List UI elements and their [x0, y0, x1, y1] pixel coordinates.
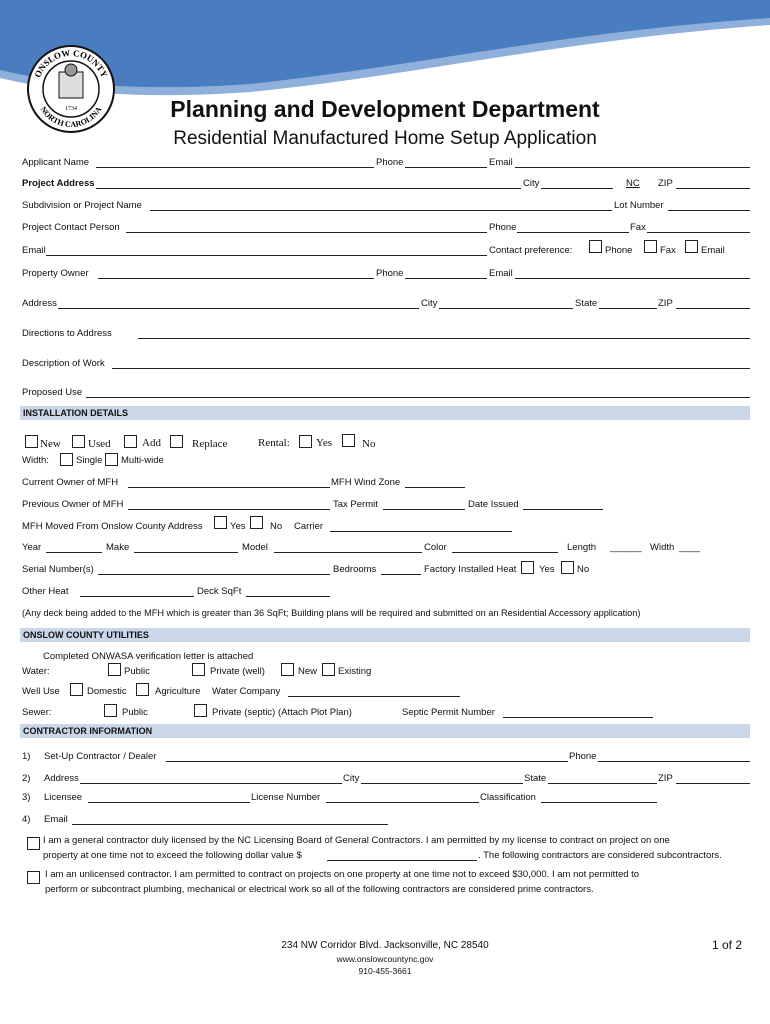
domestic-label: Domestic: [87, 686, 127, 697]
septic-permit-field[interactable]: [503, 717, 653, 718]
contractor-section-header: [20, 724, 750, 738]
contact-person-field[interactable]: [126, 232, 487, 233]
applicant-email-field[interactable]: [515, 167, 750, 168]
contact-phone-field[interactable]: [517, 232, 629, 233]
private-septic-label: Private (septic) (Attach Plot Plan): [212, 707, 352, 718]
length-field[interactable]: ______: [610, 542, 642, 553]
replace-label: Replace: [192, 438, 228, 450]
rental-yes-label: Yes: [316, 437, 333, 449]
applicant-name-field[interactable]: [96, 167, 374, 168]
owner-email-field[interactable]: [515, 278, 750, 279]
item-2-number: 2): [22, 773, 31, 784]
installation-heading: INSTALLATION DETAILS: [23, 408, 128, 418]
add-label: Add: [142, 437, 161, 449]
carrier-field[interactable]: [330, 531, 512, 532]
water-company-label: Water Company: [212, 686, 281, 697]
fax-label: Fax: [630, 222, 646, 233]
address-city-label: City: [421, 298, 438, 309]
project-city-label: City: [523, 178, 540, 189]
department-title: Planning and Development Department: [170, 96, 600, 122]
serial-number-label: Serial Number(s): [22, 564, 94, 575]
license-number-label: License Number: [251, 792, 321, 803]
factory-heat-label: Factory Installed Heat: [424, 564, 517, 575]
svg-text:1734: 1734: [65, 106, 77, 112]
general-contractor-checkbox[interactable]: [27, 837, 40, 850]
serial-number-field[interactable]: [98, 574, 330, 575]
onwasa-label: Completed ONWASA verification letter is attached: [43, 651, 254, 662]
address-zip-field[interactable]: [676, 308, 750, 309]
bedrooms-field[interactable]: [381, 574, 421, 575]
carrier-label: Carrier: [294, 521, 324, 532]
make-label: Make: [106, 542, 130, 553]
proposed-use-label: Proposed Use: [22, 387, 83, 398]
contractor-email-field[interactable]: [72, 824, 388, 825]
address-city-field[interactable]: [439, 308, 573, 309]
contractor-phone-label: Phone: [569, 751, 597, 762]
utilities-heading: ONSLOW COUNTY UTILITIES: [23, 630, 149, 640]
model-field[interactable]: [274, 552, 422, 553]
applicant-phone-label: Phone: [376, 157, 404, 168]
previous-owner-field[interactable]: [128, 509, 330, 510]
width-label: Width:: [22, 455, 49, 466]
address-field[interactable]: [58, 308, 419, 309]
width-dimension-label: Width: [650, 542, 675, 553]
contact-email-field[interactable]: [46, 255, 487, 256]
unlicensed-contractor-text-2: perform or subcontract plumbing, mechanical or electrical work so all of the following contractors are considered prime contractors.: [45, 884, 594, 895]
address-state-field[interactable]: [599, 308, 657, 309]
well-use-label: Well Use: [22, 686, 60, 697]
length-label: Length: [567, 542, 597, 553]
proposed-use-field[interactable]: [86, 397, 750, 398]
date-issued-field[interactable]: [523, 509, 603, 510]
project-zip-field[interactable]: [676, 188, 750, 189]
moved-yes-label: Yes: [230, 521, 246, 532]
other-heat-field[interactable]: [80, 596, 194, 597]
date-issued-label: Date Issued: [468, 499, 519, 510]
heat-yes-label: Yes: [539, 564, 555, 575]
sewer-public-label: Public: [122, 707, 148, 718]
rental-no-label: No: [362, 438, 376, 450]
multi-wide-label: Multi-wide: [121, 455, 164, 466]
project-state-value: NC: [626, 178, 640, 189]
contractor-address-label: Address: [44, 773, 79, 784]
contact-person-label: Project Contact Person: [22, 222, 120, 233]
applicant-name-label: Applicant Name: [22, 157, 90, 168]
width-dimension-field[interactable]: ____: [679, 542, 701, 553]
licensee-label: Licensee: [44, 792, 83, 803]
subdivision-label: Subdivision or Project Name: [22, 200, 142, 211]
current-owner-field[interactable]: [128, 487, 330, 488]
wind-zone-label: MFH Wind Zone: [331, 477, 401, 488]
pref-email-label: Email: [701, 245, 725, 256]
project-address-label: Project Address: [22, 178, 95, 189]
item-4-number: 4): [22, 814, 31, 825]
directions-field[interactable]: [138, 338, 750, 339]
form-title: Residential Manufactured Home Setup Application: [173, 128, 597, 149]
other-heat-label: Other Heat: [22, 586, 69, 597]
agriculture-checkbox[interactable]: [136, 683, 149, 696]
contractor-zip-field[interactable]: [676, 783, 750, 784]
septic-permit-label: Septic Permit Number: [402, 707, 495, 718]
contact-email-label: Email: [22, 245, 46, 256]
rental-no-checkbox[interactable]: [342, 434, 355, 447]
address-label: Address: [22, 298, 57, 309]
footer-address: 234 NW Corridor Blvd. Jacksonville, NC 28540: [281, 940, 489, 951]
pref-phone-label: Phone: [605, 245, 633, 256]
contact-phone-label: Phone: [489, 222, 517, 233]
setup-contractor-label: Set-Up Contractor / Dealer: [44, 751, 157, 762]
owner-phone-field[interactable]: [405, 278, 487, 279]
make-field[interactable]: [134, 552, 238, 553]
svg-text:NORTH CAROLINA: NORTH CAROLINA: [38, 105, 104, 130]
used-label: Used: [88, 438, 111, 450]
water-new-checkbox[interactable]: [281, 663, 294, 676]
rental-yes-checkbox[interactable]: [299, 435, 312, 448]
installation-section-header: [20, 406, 750, 420]
previous-owner-label: Previous Owner of MFH: [22, 499, 124, 510]
fax-field[interactable]: [647, 232, 750, 233]
unlicensed-contractor-text-1: I am an unlicensed contractor. I am permitted to contract on projects on one property at one time not to exceed $30,000. I am not permitted to: [45, 869, 640, 880]
deck-note: (Any deck being added to the MFH which is greater than 36 SqFt; Building plans will be required and submitted on an Residential Accessory application): [22, 608, 641, 618]
sewer-public-checkbox[interactable]: [104, 704, 117, 717]
multi-wide-checkbox[interactable]: [105, 453, 118, 466]
description-label: Description of Work: [22, 358, 105, 369]
contractor-heading: CONTRACTOR INFORMATION: [23, 726, 153, 736]
applicant-phone-field[interactable]: [405, 167, 487, 168]
owner-phone-label: Phone: [376, 268, 404, 279]
classification-field[interactable]: [541, 802, 657, 803]
contractor-state-field[interactable]: [548, 783, 657, 784]
sewer-label: Sewer:: [22, 707, 52, 718]
heat-no-label: No: [577, 564, 590, 575]
water-public-checkbox[interactable]: [108, 663, 121, 676]
unlicensed-contractor-checkbox[interactable]: [27, 871, 40, 884]
property-owner-label: Property Owner: [22, 268, 89, 279]
replace-checkbox[interactable]: [170, 435, 183, 448]
license-number-field[interactable]: [326, 802, 479, 803]
agriculture-label: Agriculture: [155, 686, 201, 697]
address-state-label: State: [575, 298, 598, 309]
utilities-section-header: [20, 628, 750, 642]
pref-fax-checkbox[interactable]: [644, 240, 657, 253]
year-label: Year: [22, 542, 42, 553]
single-wide-checkbox[interactable]: [60, 453, 73, 466]
color-field[interactable]: [452, 552, 558, 553]
page-number: 1 of 2: [712, 938, 743, 952]
contractor-zip-label: ZIP: [658, 773, 673, 784]
deck-sqft-field[interactable]: [246, 596, 330, 597]
owner-email-label: Email: [489, 268, 513, 279]
single-wide-label: Single: [76, 455, 103, 466]
water-existing-checkbox[interactable]: [322, 663, 335, 676]
applicant-email-label: Email: [489, 157, 513, 168]
contractor-state-label: State: [524, 773, 547, 784]
general-contractor-text-2b: . The following contractors are considered subcontractors.: [478, 850, 722, 861]
new-label: New: [40, 438, 61, 450]
lot-number-field[interactable]: [668, 210, 750, 211]
contractor-city-field[interactable]: [361, 783, 523, 784]
svg-text:ONSLOW COUNTY: ONSLOW COUNTY: [32, 47, 110, 80]
directions-label: Directions to Address: [22, 328, 112, 339]
footer-phone: 910-455-3661: [358, 966, 412, 976]
contractor-email-label: Email: [44, 814, 68, 825]
domestic-checkbox[interactable]: [70, 683, 83, 696]
tax-permit-field[interactable]: [383, 509, 465, 510]
setup-contractor-field[interactable]: [166, 761, 568, 762]
private-well-label: Private (well): [210, 666, 265, 677]
address-zip-label: ZIP: [658, 298, 673, 309]
tax-permit-label: Tax Permit: [333, 499, 378, 510]
lot-number-label: Lot Number: [614, 200, 664, 211]
footer-website[interactable]: www.onslowcountync.gov: [336, 954, 434, 964]
moved-no-checkbox[interactable]: [250, 516, 263, 529]
model-label: Model: [242, 542, 268, 553]
year-field[interactable]: [46, 552, 102, 553]
licensee-field[interactable]: [88, 802, 250, 803]
water-new-label: New: [298, 666, 318, 677]
heat-no-checkbox[interactable]: [561, 561, 574, 574]
item-3-number: 3): [22, 792, 31, 803]
contractor-phone-field[interactable]: [598, 761, 750, 762]
new-checkbox[interactable]: [25, 435, 38, 448]
subdivision-field[interactable]: [150, 210, 612, 211]
contractor-address-field[interactable]: [80, 783, 342, 784]
water-label: Water:: [22, 666, 50, 677]
pref-email-checkbox[interactable]: [685, 240, 698, 253]
description-field[interactable]: [112, 368, 750, 369]
project-city-field[interactable]: [541, 188, 613, 189]
water-existing-label: Existing: [338, 666, 372, 677]
private-well-checkbox[interactable]: [192, 663, 205, 676]
dollar-value-field[interactable]: [327, 860, 477, 861]
current-owner-label: Current Owner of MFH: [22, 477, 119, 488]
deck-sqft-label: Deck SqFt: [197, 586, 242, 597]
rental-label: Rental:: [258, 437, 290, 449]
water-company-field[interactable]: [288, 696, 460, 697]
property-owner-field[interactable]: [98, 278, 374, 279]
add-checkbox[interactable]: [124, 435, 137, 448]
contact-preference-label: Contact preference:: [489, 245, 573, 256]
project-address-field[interactable]: [96, 188, 521, 189]
pref-phone-checkbox[interactable]: [589, 240, 602, 253]
private-septic-checkbox[interactable]: [194, 704, 207, 717]
moved-yes-checkbox[interactable]: [214, 516, 227, 529]
color-label: Color: [424, 542, 447, 553]
item-1-number: 1): [22, 751, 31, 762]
wind-zone-field[interactable]: [405, 487, 465, 488]
project-zip-label: ZIP: [658, 178, 673, 189]
water-public-label: Public: [124, 666, 150, 677]
used-checkbox[interactable]: [72, 435, 85, 448]
bedrooms-label: Bedrooms: [333, 564, 377, 575]
contractor-city-label: City: [343, 773, 360, 784]
general-contractor-text-1: I am a general contractor duly licensed by the NC Licensing Board of General Contractors. I am permitted by my license to contract on project on one: [43, 835, 670, 846]
classification-label: Classification: [480, 792, 536, 803]
pref-fax-label: Fax: [660, 245, 676, 256]
moved-label: MFH Moved From Onslow County Address: [22, 521, 203, 532]
heat-yes-checkbox[interactable]: [521, 561, 534, 574]
moved-no-label: No: [270, 521, 283, 532]
general-contractor-text-2a: property at one time not to exceed the following dollar value $: [43, 850, 302, 861]
